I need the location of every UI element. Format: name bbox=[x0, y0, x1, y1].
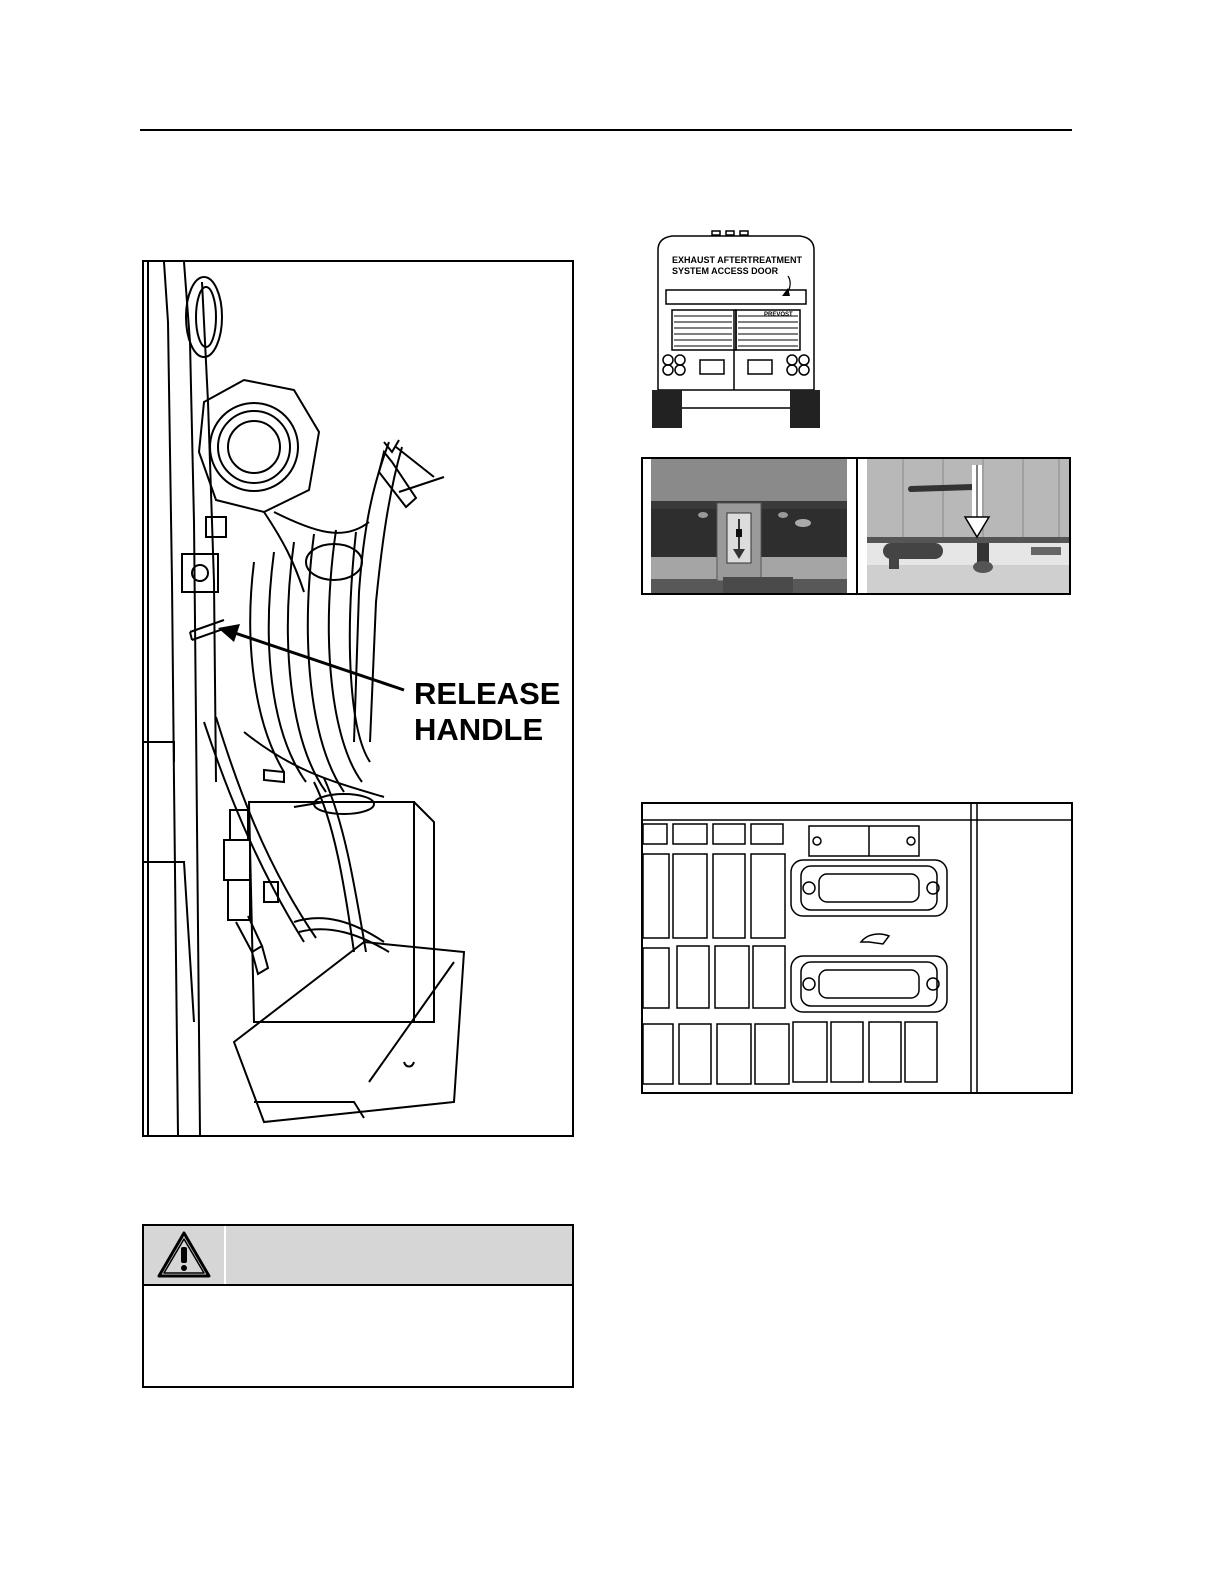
latch-photos-illustration bbox=[643, 459, 1069, 593]
access-door-figure bbox=[641, 802, 1073, 1094]
coach-callout-line2: SYSTEM ACCESS DOOR bbox=[672, 266, 779, 276]
header-rule bbox=[140, 129, 1072, 131]
release-handle-figure bbox=[142, 260, 574, 1137]
release-handle-illustration bbox=[144, 262, 572, 1135]
warning-box bbox=[142, 1224, 574, 1388]
warning-header-divider bbox=[224, 1226, 226, 1284]
coach-rear-figure bbox=[652, 230, 820, 432]
warning-header bbox=[144, 1226, 572, 1286]
access-door-illustration bbox=[643, 804, 1071, 1092]
coach-callout-line1: EXHAUST AFTERTREATMENT bbox=[672, 255, 802, 265]
coach-brand-badge: PREVOST bbox=[764, 312, 793, 318]
warning-body bbox=[144, 1286, 572, 1310]
latch-photos-figure bbox=[641, 457, 1071, 595]
release-handle-label-line2: HANDLE bbox=[414, 712, 544, 747]
release-handle-label-line1: RELEASE bbox=[414, 676, 561, 711]
warning-triangle-icon bbox=[156, 1230, 212, 1285]
coach-rear-illustration bbox=[652, 230, 820, 432]
